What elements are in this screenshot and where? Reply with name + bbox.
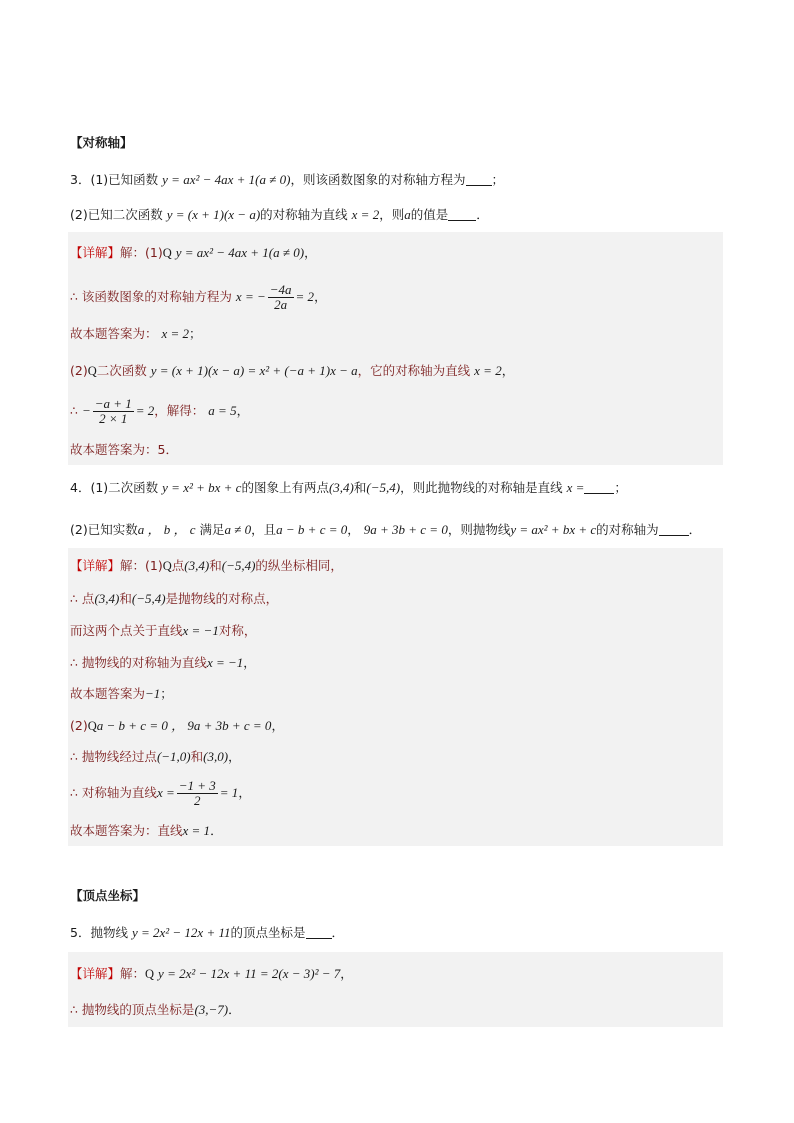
q3-solution-line-1: 【详解】解：(1)Q y = ax² − 4ax + 1(a ≠ 0)， <box>70 245 317 260</box>
answer-blank <box>584 481 614 494</box>
question-3-part-1: 3．(1)已知函数 y = ax² − 4ax + 1(a ≠ 0)，则该函数图象的对称轴方程为 ； <box>70 172 505 187</box>
question-3-part-2: (2)已知二次函数 y = (x + 1)(x − a)的对称轴为直线 x = 2，则a的值是 ． <box>70 207 489 222</box>
q3-solution-line-4: (2)Q二次函数 y = (x + 1)(x − a) = x² + (−a + 1)x − a，它的对称轴为直线 x = 2， <box>70 363 515 378</box>
q4-solution-line-4: ∴ 抛物线的对称轴为直线x = −1， <box>70 655 256 670</box>
q4-solution-line-3: 而这两个点关于直线x = −1对称， <box>70 623 257 638</box>
section-heading-axis: 【对称轴】 <box>70 135 133 150</box>
formula: y = (x + 1)(x − a) <box>166 207 261 222</box>
because-symbol: Q <box>162 246 172 260</box>
detail-label: 【详解】 <box>70 558 121 573</box>
detail-label: 【详解】 <box>70 245 121 260</box>
fraction: $\frac{-1 + 3}{2}$ <box>178 778 216 808</box>
question-5: 5．抛物线 y = 2x² − 12x + 11的顶点坐标是 ． <box>70 925 345 940</box>
detail-label: 【详解】 <box>70 966 121 981</box>
q4-solution-line-2: ∴ 点(3,4)和(−5,4)是抛物线的对称点， <box>70 591 279 606</box>
question-number: 4． <box>70 480 91 495</box>
question-4-part-2: (2)已知实数a ， b ， c 满足a ≠ 0，且a − b + c = 0， 9a + 3b + c = 0，则抛物线y = ax² + bx + c的对称轴为 ． <box>70 522 702 537</box>
q3-solution-line-3: 故本题答案为： x = 2； <box>70 326 202 341</box>
q5-solution-line-2: ∴ 抛物线的顶点坐标是(3,−7)． <box>70 1002 241 1017</box>
q4-solution-line-6: (2)Qa − b + c = 0 ， 9a + 3b + c = 0， <box>70 718 284 733</box>
q4-solution-line-9: 故本题答案为：直线x = 1． <box>70 823 223 838</box>
q4-solution-line-8: ∴ 对称轴为直线x = $\frac{-1 + 3}{2}$ = 1， <box>70 778 251 808</box>
q5-solution-line-1: 【详解】解：Q y = 2x² − 12x + 11 = 2(x − 3)² − 7， <box>70 966 353 981</box>
answer-blank <box>306 926 332 939</box>
answer-blank <box>448 208 476 221</box>
question-number: 5． <box>70 925 91 940</box>
question-number: 3． <box>70 172 91 187</box>
q4-solution-line-5: 故本题答案为−1； <box>70 686 173 701</box>
answer-blank <box>659 523 689 536</box>
section-heading-vertex: 【顶点坐标】 <box>70 888 146 903</box>
solution-box-q3 <box>68 232 723 465</box>
q3-solution-line-2: ∴ 该函数图象的对称轴方程为 x = − $\frac{-4a}{2a}$ = 2， <box>70 282 327 312</box>
formula: y = ax² − 4ax + 1(a ≠ 0) <box>162 172 291 187</box>
answer-blank <box>466 173 492 186</box>
q4-solution-line-1: 【详解】解：(1)Q点(3,4)和(−5,4)的纵坐标相同， <box>70 558 343 573</box>
fraction: $\frac{-4a}{2a}$ <box>269 282 292 312</box>
question-4-part-1: 4．(1)二次函数 y = x² + bx + c的图象上有两点(3,4)和(−5,4)，则此抛物线的对称轴是直线 x = ； <box>70 480 627 495</box>
q3-solution-line-5: ∴ − $\frac{-a + 1}{2 \times 1}$ = 2，解得： a = 5， <box>70 396 250 426</box>
q4-solution-line-7: ∴ 抛物线经过点(−1,0)和(3,0)， <box>70 749 241 764</box>
fraction: $\frac{-a + 1}{2 \times 1}$ <box>94 396 132 426</box>
q3-solution-line-6: 故本题答案为：5． <box>70 442 178 457</box>
